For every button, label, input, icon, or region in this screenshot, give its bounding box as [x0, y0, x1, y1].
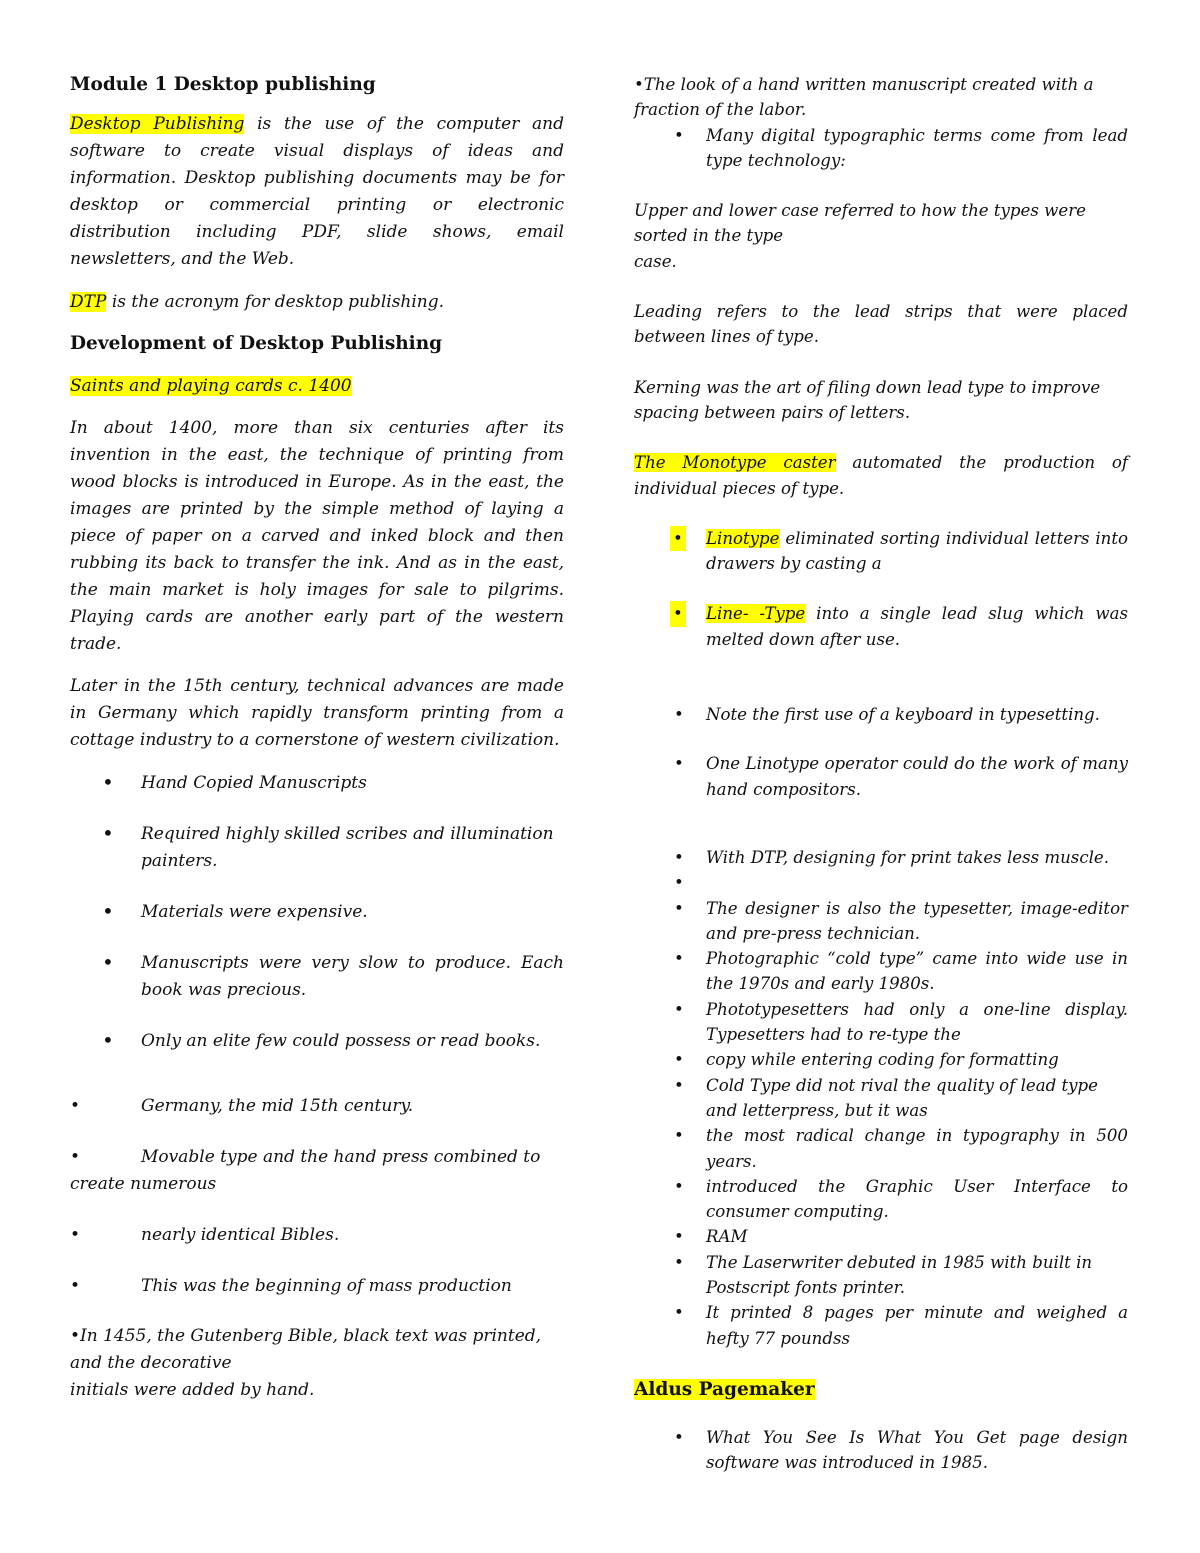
bullet-icon: •	[674, 125, 684, 145]
list-item: • Photographic “cold type” came into wide use in the 1970s and early 1980s.	[634, 946, 1128, 997]
intro-text: is the use of the computer and software to create visual displays of ideas and information. Desktop publishing documents may be for desktop or commercial printing or electronic distribution including PDF, slide shows, email newsletters, and the Web.	[70, 114, 565, 269]
highlight-dtp: DTP	[70, 292, 107, 312]
gutenberg-bullets	[70, 1093, 564, 1300]
list-item: • RAM	[634, 1224, 1128, 1249]
paragraph-1400: In about 1400, more than six centuries after its invention in the east, the technique of printing from wood blocks is introduced in Europe. As in the east, the images are printed by the simple method of laying a piece of paper on a carved and inked block and then rubbing its back to transfer the ink. And as in the east, the main market is holy images for sale to pilgrims. Playing cards are another early part of the western trade.	[70, 418, 564, 654]
list-item: • Note the first use of a keyboard in typesetting.	[634, 702, 1128, 727]
bullet-icon: •	[674, 1227, 684, 1247]
bullet-icon: •	[634, 75, 644, 94]
upper-lower-case: Upper and lower case referred to how the types were sorted in the type case.	[634, 201, 1086, 271]
highlight-saints: Saints and playing cards c. 1400	[70, 376, 352, 396]
list-item: • Manuscripts were very slow to produce. Each book was precious.	[102, 950, 564, 1000]
list-item: • With DTP, designing for print takes less muscle.	[634, 845, 1128, 870]
gutenberg-paragraph: •In 1455, the Gutenberg Bible, black text was printed, and the decorative initials were added by hand.	[70, 1326, 542, 1400]
list-item: • The designer is also the typesetter, image-editor and pre-press technician.	[634, 896, 1128, 947]
list-item: • Only an elite few could possess or read books.	[102, 1028, 541, 1052]
bullet-icon: •	[674, 1176, 684, 1196]
dtp-bullets	[634, 845, 1128, 1351]
list-item: • Required highly skilled scribes and illumination painters.	[102, 821, 554, 871]
bullet-icon: •	[674, 754, 684, 774]
paragraph-15th-century: Later in the 15th century, technical advances are made in Germany which rapidly transform printing from a cottage industry to a cornerstone of western civilization.	[70, 676, 564, 750]
linotype-bullets	[634, 526, 1128, 652]
bullet-icon: •	[674, 949, 684, 969]
list-item: • One Linotype operator could do the work of many hand compositors.	[634, 751, 1128, 802]
dtp-definition	[70, 289, 564, 316]
bullet-icon: •	[674, 898, 684, 918]
right-column	[634, 70, 1128, 1475]
bullet-icon: •	[674, 873, 684, 893]
list-item: • The Laserwriter debuted in 1985 with built in Postscript fonts printer.	[634, 1250, 1128, 1301]
list-item: • nearly identical Bibles.	[70, 1222, 564, 1249]
list-item: • Line- -Type into a single lead slug which was melted down after use.	[634, 601, 1128, 652]
monotype-paragraph: The Monotype caster automated the production of individual pieces of type.	[634, 453, 1128, 498]
module-title: Module 1 Desktop publishing	[70, 74, 376, 95]
bullet-icon: •	[70, 1276, 81, 1296]
aldus-bullets	[634, 1425, 1128, 1476]
list-item: • introduced the Graphic User Interface to consumer computing.	[634, 1174, 1128, 1225]
bullet-icon: •	[674, 1303, 684, 1323]
highlight-desktop-publishing: Desktop Publishing	[70, 114, 245, 134]
kerning-paragraph: Kerning was the art of filing down lead type to improve spacing between pairs of letters.	[634, 377, 1101, 422]
saints-subheading	[70, 373, 564, 400]
list-item: • the most radical change in typography in 500 years.	[634, 1123, 1128, 1174]
list-item: • Hand Copied Manuscripts	[102, 770, 367, 794]
bullet-icon: •	[70, 1096, 81, 1116]
list-item: • Germany, the mid 15th century.	[70, 1093, 564, 1120]
list-item: • This was the beginning of mass production	[70, 1273, 564, 1300]
bullet-icon: •	[70, 1225, 81, 1245]
list-item	[634, 870, 1128, 895]
bullet-icon: •	[670, 526, 686, 551]
highlight-line-type: Line- -Type	[706, 604, 806, 624]
list-item: • Linotype eliminated sorting individual letters into drawers by casting a	[634, 526, 1128, 577]
keyboard-bullets	[634, 702, 1128, 802]
dtp-text: is the acronym for desktop publishing.	[106, 292, 445, 312]
highlight-monotype: The Monotype caster	[634, 453, 836, 473]
bullet-icon: •	[670, 601, 686, 626]
list-item: • Phototypesetters had only a one-line display. Typesetters had to re-type the	[634, 997, 1128, 1048]
highlight-aldus: Aldus Pagemaker	[634, 1378, 815, 1400]
bullet-icon: •	[674, 999, 684, 1019]
list-item: • What You See Is What You Get page design software was introduced in 1985.	[634, 1425, 1128, 1476]
bullet-icon: •	[70, 1147, 81, 1167]
development-heading: Development of Desktop Publishing	[70, 333, 443, 354]
list-item: • copy while entering coding for formatting	[634, 1047, 1128, 1072]
left-column	[70, 70, 564, 1404]
list-item: • Many digital typographic terms come from lead type technology:	[634, 123, 1128, 174]
manuscript-bullets	[70, 770, 564, 1055]
highlight-linotype: Linotype	[706, 528, 780, 548]
bullet-icon: •	[674, 1427, 684, 1447]
bullet-icon: •	[102, 950, 114, 974]
bullet-icon: •	[674, 705, 684, 725]
bullet-icon: •	[70, 1326, 81, 1346]
handwritten-look: •The look of a hand written manuscript created with a fraction of the labor.	[634, 75, 1094, 120]
bullet-icon: •	[674, 847, 684, 867]
bullet-icon: •	[102, 821, 114, 845]
aldus-heading	[634, 1375, 1128, 1405]
list-item: • Movable type and the hand press combined to create numerous	[70, 1144, 564, 1198]
list-item: • Cold Type did not rival the quality of lead type and letterpress, but it was	[634, 1073, 1128, 1124]
list-item: • Materials were expensive.	[102, 899, 368, 923]
bullet-icon: •	[674, 1050, 684, 1070]
bullet-icon: •	[674, 1075, 684, 1095]
bullet-icon: •	[674, 1252, 684, 1272]
intro-paragraph	[70, 111, 564, 273]
list-item: • It printed 8 pages per minute and weighed a hefty 77 poundss	[634, 1300, 1128, 1351]
bullet-icon: •	[102, 770, 114, 794]
bullet-icon: •	[102, 1028, 114, 1052]
terms-bullet	[634, 123, 1128, 174]
bullet-icon: •	[102, 899, 114, 923]
bullet-icon: •	[674, 1126, 684, 1146]
leading-paragraph: Leading refers to the lead strips that were placed between lines of type.	[634, 302, 1128, 347]
